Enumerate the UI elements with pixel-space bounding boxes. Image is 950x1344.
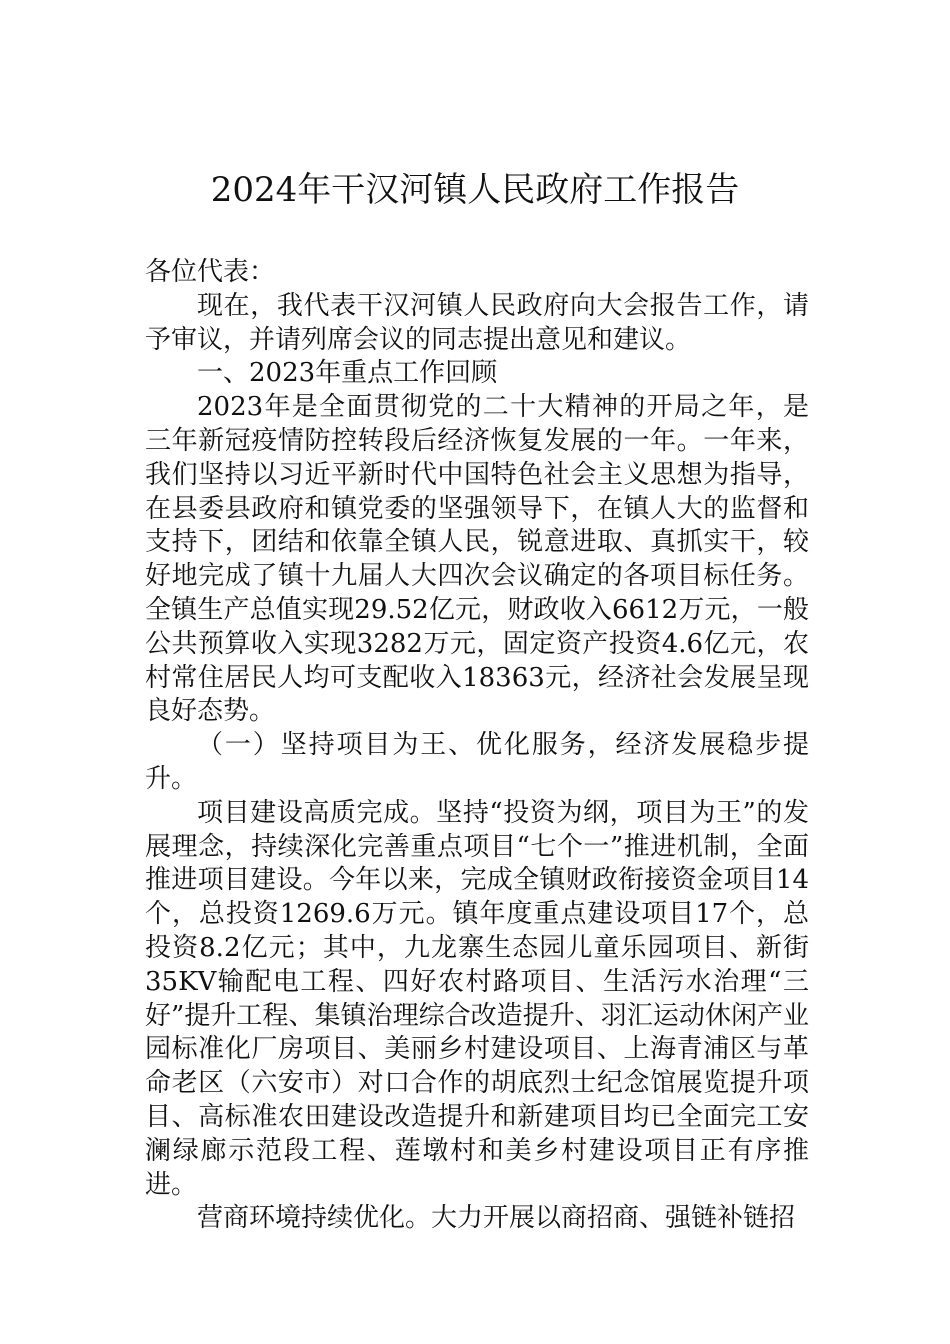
paragraph-business-environment: 营商环境持续优化。大力开展以商招商、强链补链招 bbox=[197, 1203, 796, 1234]
document-title: 2024年干汉河镇人民政府工作报告 bbox=[210, 170, 740, 210]
paragraph-overview: 2023年是全面贯彻党的二十大精神的开局之年，是三年新冠疫情防控转段后经济恢复发展的一年。一年来，我们坚持以习近平新时代中国特色社会主义思想为指导，在县委县政府和镇党委的坚强领导下，在镇人大的监督和支持下，团结和依靠全镇人民，锐意进取、真抓实干，较好地完成了镇十九届人大四次会议确定的各项目标任务。全镇生产总值实现29.52亿元，财政收入6612万元，一般公共预算收入实现3282万元，固定资产投资4.6亿元，农村常住居民人均可支配收入18363元，经济社会发展呈现良好态势。 bbox=[145, 392, 809, 727]
salutation: 各位代表： bbox=[145, 257, 276, 287]
section-heading-review: 一、2023年重点工作回顾 bbox=[197, 358, 498, 389]
paragraph-project-construction: 项目建设高质完成。坚持“投资为纲，项目为王”的发展理念，持续深化完善重点项目“七个一”推进机制，全面推进项目建设。今年以来，完成全镇财政衔接资金项目14个，总投资1269.6万元。镇年度重点建设项目17个，总投资8.2亿元；其中，九龙寨生态园儿童乐园项目、新街35KV输配电工程、四好农村路项目、生活污水治理“三好”提升工程、集镇治理综合改造提升、羽汇运动休闲产业园标准化厂房项目、美丽乡村建设项目、上海青浦区与革命老区（六安市）对口合作的胡底烈士纪念馆展览提升项目、高标准农田建设改造提升和新建项目均已全面完工安澜绿廊示范段工程、莲墩村和美乡村建设项目正有序推进。 bbox=[145, 797, 809, 1200]
document-body bbox=[145, 256, 809, 1236]
subsection-heading-projects: （一）坚持项目为王、优化服务，经济发展稳步提升。 bbox=[145, 730, 809, 794]
paragraph-intro: 现在，我代表干汉河镇人民政府向大会报告工作，请予审议，并请列席会议的同志提出意见和建议。 bbox=[145, 290, 809, 355]
